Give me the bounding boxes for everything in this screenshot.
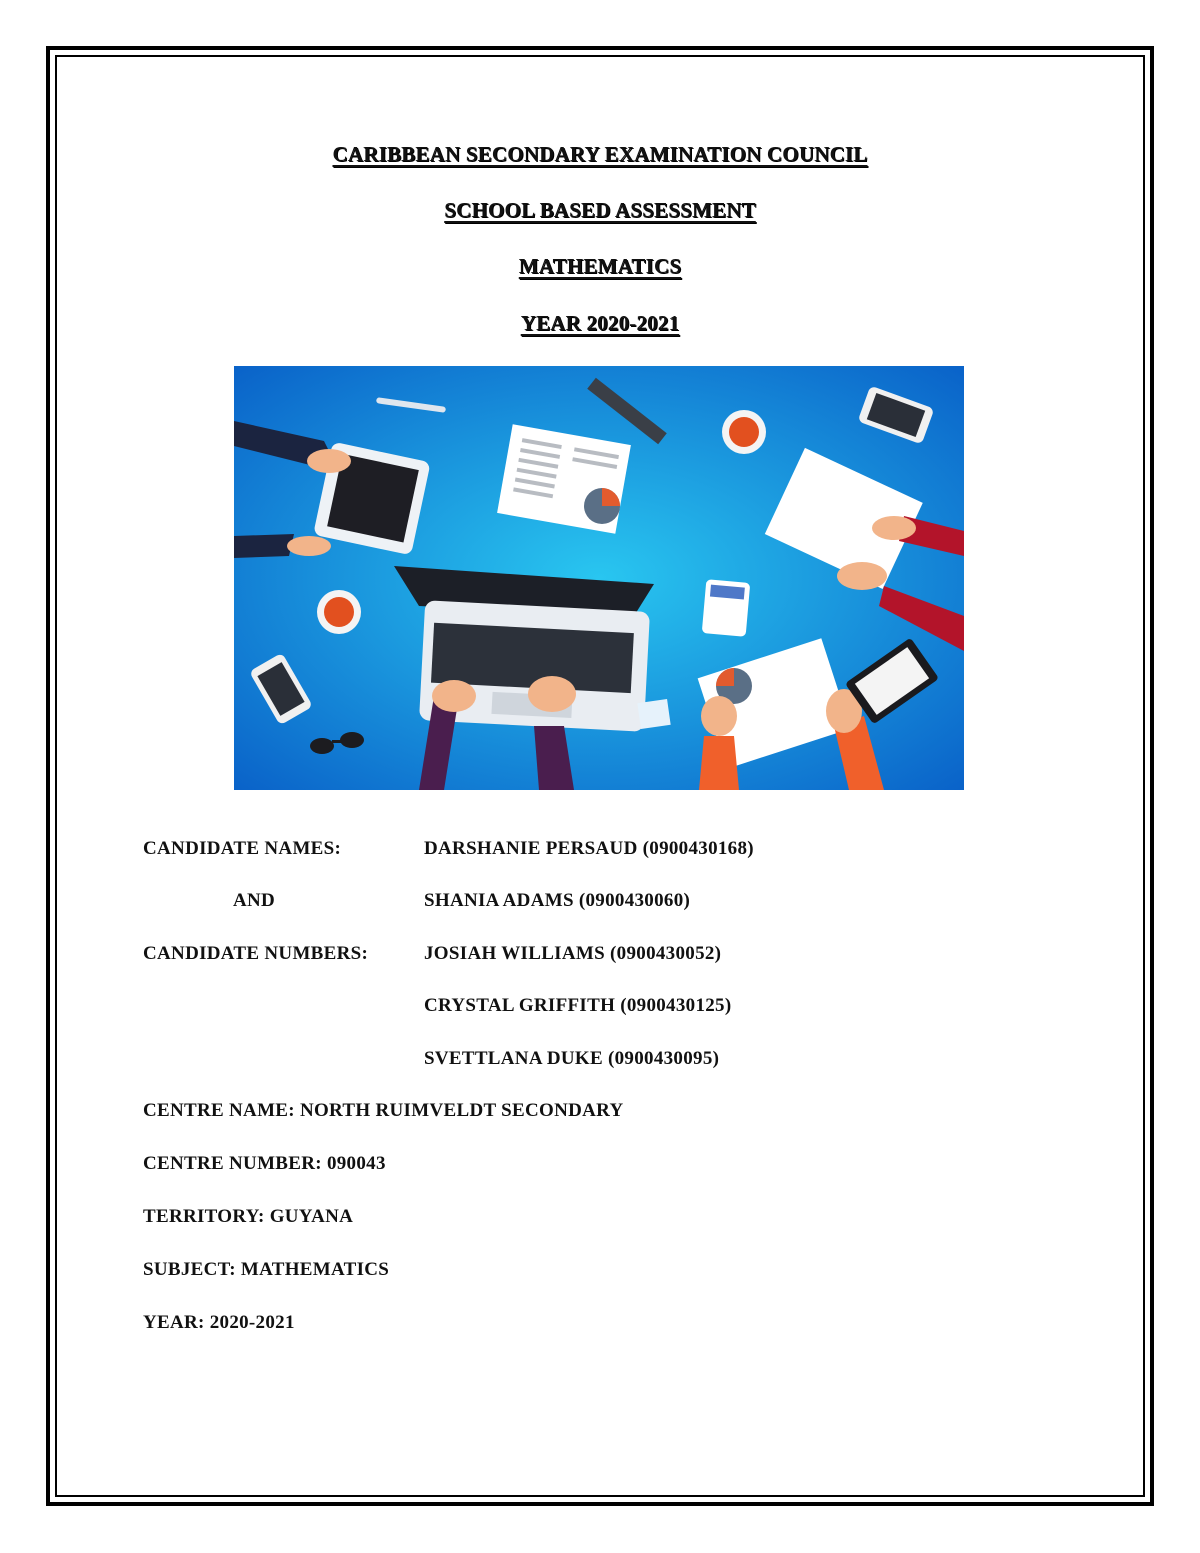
candidate-entry: JOSIAH WILLIAMS (0900430052) <box>424 943 722 964</box>
candidate-names-label: CANDIDATE NAMES: <box>143 838 342 859</box>
subject-heading: MATHEMATICS <box>518 254 682 278</box>
and-label: AND <box>233 890 276 911</box>
candidate-entry: SVETTLANA DUKE (0900430095) <box>424 1048 720 1069</box>
candidate-entry: CRYSTAL GRIFFITH (0900430125) <box>424 995 732 1016</box>
candidate-numbers-label: CANDIDATE NUMBERS: <box>143 943 369 964</box>
year: YEAR: 2020-2021 <box>143 1312 295 1333</box>
territory: TERRITORY: GUYANA <box>143 1206 354 1227</box>
candidate-entry: SHANIA ADAMS (0900430060) <box>424 890 691 911</box>
calculator-icon <box>702 579 751 637</box>
centre-number: CENTRE NUMBER: 090043 <box>143 1153 386 1174</box>
assessment-heading: SCHOOL BASED ASSESSMENT <box>444 198 756 222</box>
hero-illustration <box>234 366 964 790</box>
subject: SUBJECT: MATHEMATICS <box>143 1259 390 1280</box>
candidate-entry: DARSHANIE PERSAUD (0900430168) <box>424 838 754 859</box>
centre-name: CENTRE NAME: NORTH RUIMVELDT SECONDARY <box>143 1100 624 1121</box>
year-heading: YEAR 2020-2021 <box>520 311 680 335</box>
council-heading: CARIBBEAN SECONDARY EXAMINATION COUNCIL <box>332 142 868 166</box>
